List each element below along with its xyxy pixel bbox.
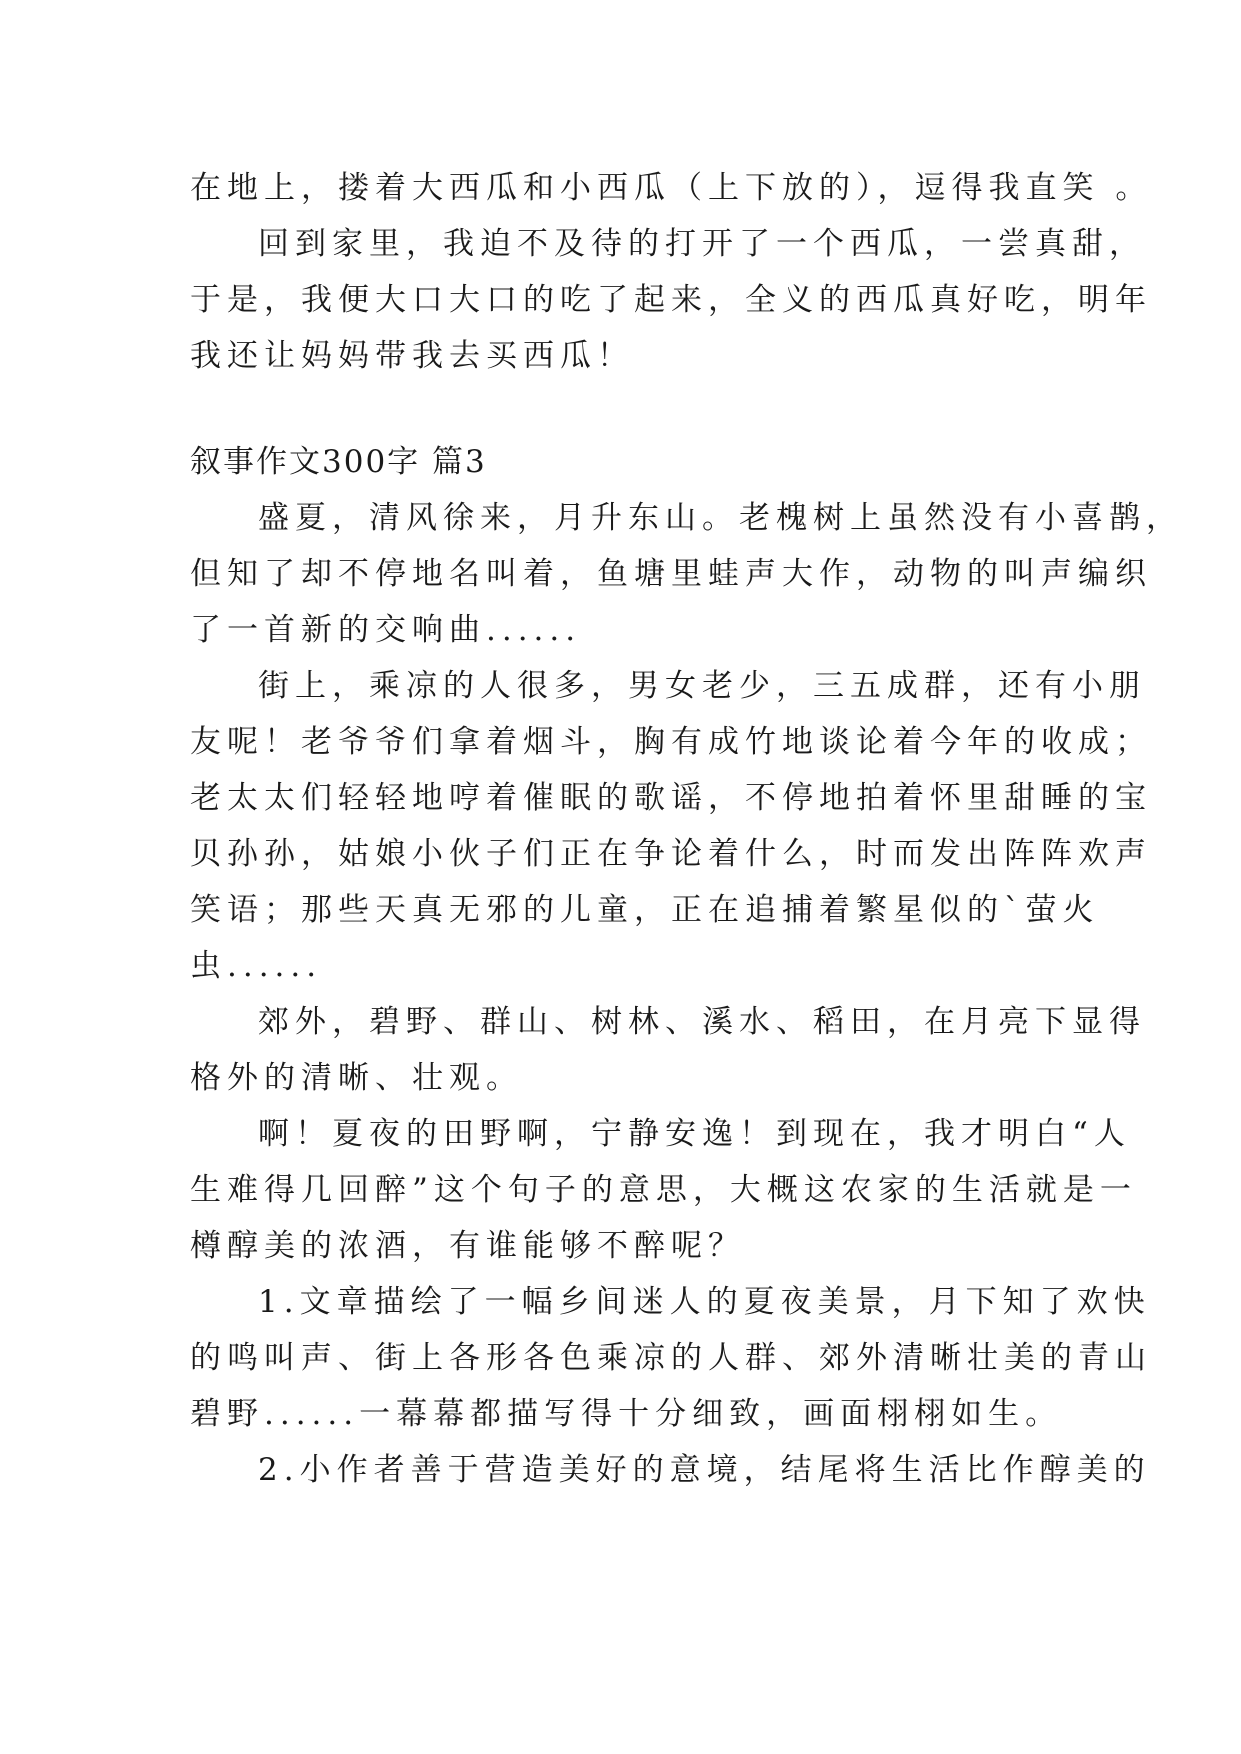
paragraph-line: 于是，我便大口大口的吃了起来，全义的西瓜真好吃，明年 bbox=[190, 282, 1152, 318]
paragraph-line: 1.文章描绘了一幅乡间迷人的夏夜美景，月下知了欢快 bbox=[258, 1284, 1151, 1320]
paragraph-line: 笑语；那些天真无邪的儿童，正在追捕着繁星似的`萤火 bbox=[190, 892, 1100, 928]
paragraph-line: 碧野......一幕幕都描写得十分细致，画面栩栩如生。 bbox=[190, 1396, 1063, 1432]
paragraph-line: 盛夏，清风徐来，月升东山。老槐树上虽然没有小喜鹊， bbox=[258, 500, 1183, 536]
paragraph-line: 但知了却不停地名叫着，鱼塘里蛙声大作，动物的叫声编织 bbox=[190, 556, 1152, 592]
paragraph-line: 我还让妈妈带我去买西瓜！ bbox=[190, 338, 634, 374]
paragraph-line: 啊！夏夜的田野啊，宁静安逸！到现在，我才明白“人 bbox=[258, 1116, 1131, 1152]
paragraph-line: 郊外，碧野、群山、树林、溪水、稻田，在月亮下显得 bbox=[258, 1004, 1146, 1040]
paragraph-line: 了一首新的交响曲...... bbox=[190, 612, 582, 648]
section-heading: 叙事作文300字 篇3 bbox=[190, 444, 487, 480]
paragraph-line: 在地上，搂着大西瓜和小西瓜（上下放的），逗得我直笑 。 bbox=[190, 170, 1153, 206]
paragraph-line: 老太太们轻轻地哼着催眠的歌谣，不停地拍着怀里甜睡的宝 bbox=[190, 780, 1152, 816]
paragraph-line: 樽醇美的浓酒，有谁能够不醉呢？ bbox=[190, 1228, 745, 1264]
paragraph-line: 回到家里，我迫不及待的打开了一个西瓜，一尝真甜， bbox=[258, 226, 1146, 262]
paragraph-line: 虫...... bbox=[190, 948, 323, 984]
paragraph-line: 贝孙孙，姑娘小伙子们正在争论着什么，时而发出阵阵欢声 bbox=[190, 836, 1152, 872]
paragraph-line: 生难得几回醉”这个句子的意思，大概这农家的生活就是一 bbox=[190, 1172, 1137, 1208]
paragraph-line: 2.小作者善于营造美好的意境，结尾将生活比作醇美的 bbox=[258, 1452, 1151, 1488]
document-body bbox=[190, 160, 1183, 1498]
paragraph-line: 的鸣叫声、街上各形各色乘凉的人群、郊外清晰壮美的青山 bbox=[190, 1340, 1152, 1376]
paragraph-line: 街上，乘凉的人很多，男女老少，三五成群，还有小朋 bbox=[258, 668, 1146, 704]
paragraph-line: 格外的清晰、壮观。 bbox=[190, 1060, 523, 1096]
paragraph-line: 友呢！老爷爷们拿着烟斗，胸有成竹地谈论着今年的收成； bbox=[190, 724, 1152, 760]
